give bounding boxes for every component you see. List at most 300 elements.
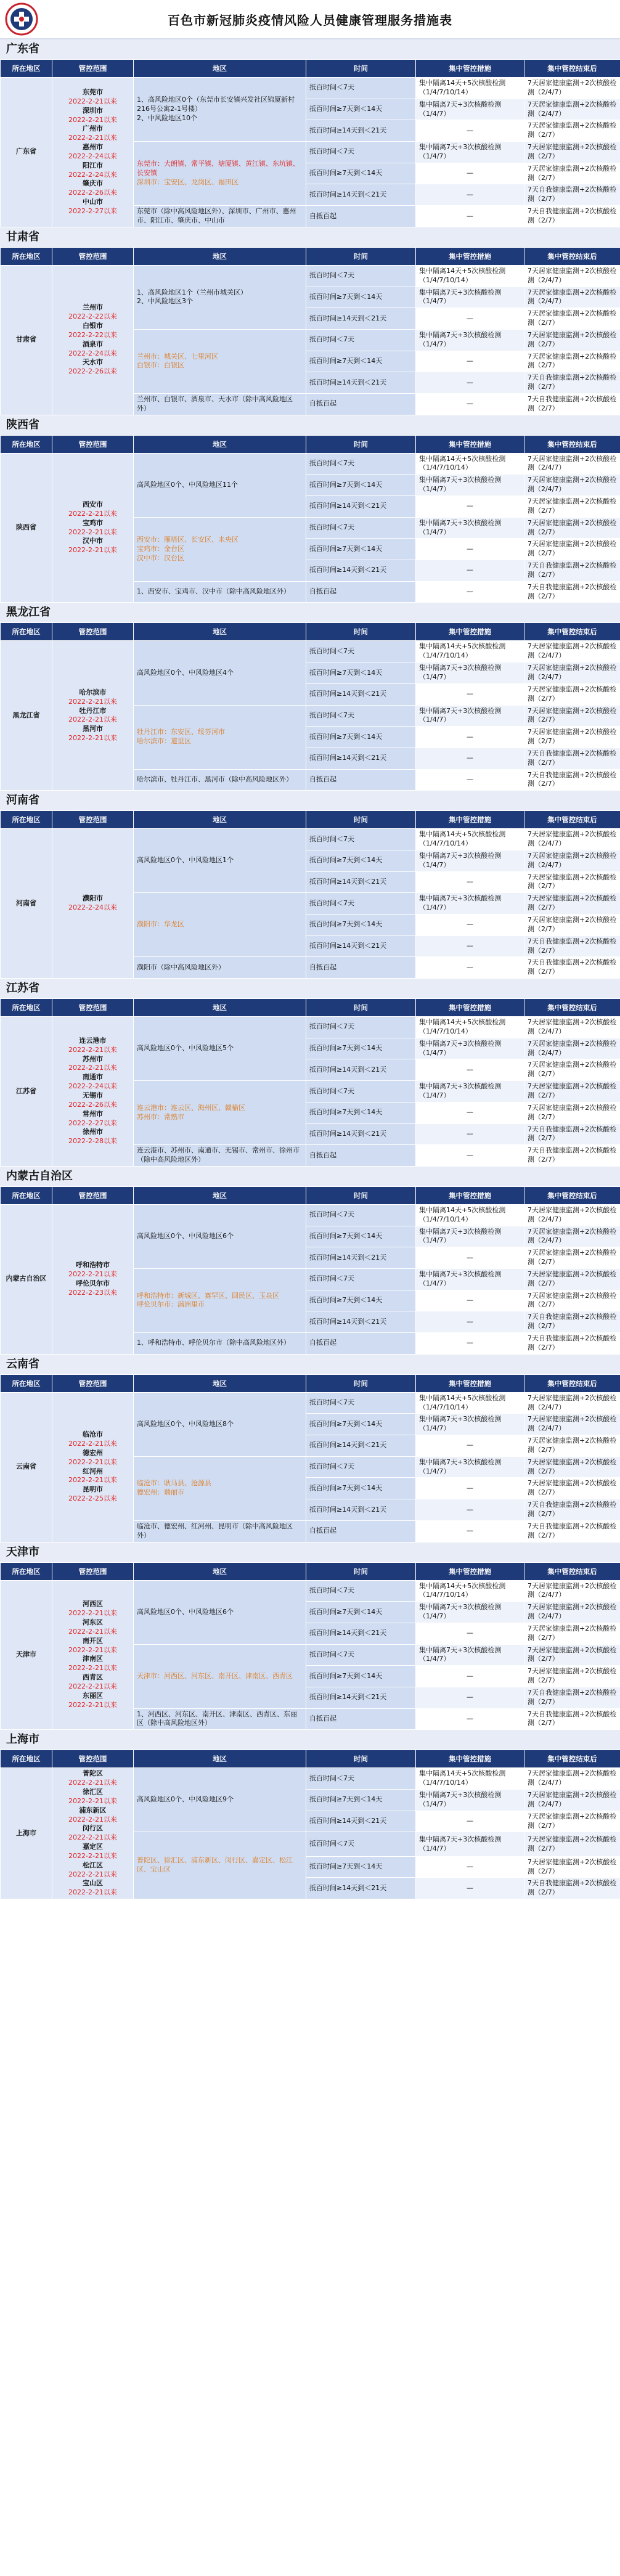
column-header: 管控范围 (52, 435, 134, 453)
quarantine-measure-cell: — (416, 1059, 524, 1081)
region-cell (134, 393, 306, 415)
arrival-time-cell: 自抵百起 (306, 1333, 416, 1355)
quarantine-measure-cell: 集中隔离7天+3次核酸检测（1/4/7） (416, 1268, 524, 1290)
quarantine-measure-cell: — (416, 308, 524, 330)
scope-date: 2022-2-24以来 (68, 903, 117, 912)
arrival-time-cell: 抵百时间＜7天 (306, 1456, 416, 1478)
post-quarantine-cell: 7天自我健康监测+2次核酸检测（2/7） (524, 1311, 620, 1333)
column-header: 管控范围 (52, 999, 134, 1017)
region-line: 牡丹江市：东安区、绥芬河市 (137, 728, 225, 736)
arrival-time-cell: 抵百时间＜7天 (306, 265, 416, 287)
quarantine-measure-cell: — (416, 1811, 524, 1832)
column-header: 管控范围 (52, 247, 134, 265)
column-header: 地区 (134, 811, 306, 829)
region-cell (134, 1708, 306, 1730)
scope-city: 常州市 (83, 1109, 103, 1118)
scope-city: 东莞市 (83, 88, 103, 96)
arrival-time-cell: 抵百时间≥7天到＜14天 (306, 662, 416, 684)
arrival-time-cell: 抵百时间≥14天到＜21天 (306, 1623, 416, 1644)
quarantine-measure-cell: 集中隔离14天+5次核酸检测（1/4/7/10/14） (416, 453, 524, 475)
arrival-time-cell: 抵百时间≥14天到＜21天 (306, 1811, 416, 1832)
province-title: 上海市 (0, 1730, 620, 1750)
quarantine-measure-cell: — (416, 1499, 524, 1521)
arrival-time-cell: 抵百时间＜7天 (306, 453, 416, 475)
quarantine-measure-cell: 集中隔离14天+5次核酸检测（1/4/7/10/14） (416, 1017, 524, 1038)
column-header: 集中管控措施 (416, 1374, 524, 1392)
scope-city: 天水市 (83, 358, 103, 367)
column-header: 集中管控结束后 (524, 1562, 620, 1580)
scope-date: 2022-2-26以来 (68, 1100, 117, 1109)
scope-city: 西安市 (83, 500, 103, 508)
scope-date: 2022-2-27以来 (68, 1119, 117, 1127)
arrival-time-cell: 抵百时间≥7天到＜14天 (306, 915, 416, 936)
region-line: 西安市：雁塔区、长安区、未央区 (137, 535, 239, 544)
scope-city: 哈尔滨市 (79, 688, 107, 696)
area-cell: 云南省 (1, 1392, 52, 1542)
province-title: 黑龙江省 (0, 603, 620, 622)
quarantine-measure-cell: — (416, 683, 524, 705)
post-quarantine-cell: 7天自我健康监测+2次核酸检测（2/7） (524, 769, 620, 791)
region-cell (134, 957, 306, 979)
scope-date: 2022-2-25以来 (68, 1494, 117, 1503)
arrival-time-cell: 抵百时间≥14天到＜21天 (306, 1878, 416, 1899)
province-title: 陕西省 (0, 415, 620, 435)
province-title: 广东省 (0, 39, 620, 59)
scope-city: 白银市 (83, 322, 103, 330)
scope-city: 嘉定区 (83, 1843, 103, 1851)
column-header: 集中管控措施 (416, 247, 524, 265)
arrival-time-cell: 抵百时间≥14天到＜21天 (306, 1123, 416, 1145)
column-header: 时间 (306, 60, 416, 78)
quarantine-measure-cell: — (416, 1878, 524, 1899)
column-header: 地区 (134, 1374, 306, 1392)
quarantine-measure-cell: 集中隔离7天+3次核酸检测（1/4/7） (416, 1038, 524, 1059)
scope-city: 松江区 (83, 1861, 103, 1869)
post-quarantine-cell: 7天居家健康监测+2次核酸检测（2/7） (524, 1832, 620, 1856)
region-cell (134, 206, 306, 227)
post-quarantine-cell: 7天自我健康监测+2次核酸检测（2/7） (524, 1333, 620, 1355)
table-row (1, 829, 620, 850)
post-quarantine-cell: 7天居家健康监测+2次核酸检测（2/4/7） (524, 829, 620, 850)
column-header: 管控范围 (52, 60, 134, 78)
arrival-time-cell: 自抵百起 (306, 393, 416, 415)
scope-date: 2022-2-21以来 (68, 715, 117, 724)
scope-city: 河东区 (83, 1618, 103, 1627)
scope-date: 2022-2-21以来 (68, 1815, 117, 1824)
region-line: 东莞市（除中高风险地区外）、深圳市、广州市、惠州市、阳江市、肇庆市、中山市 (137, 207, 296, 224)
region-cell (134, 1017, 306, 1081)
scope-city: 无锡市 (83, 1091, 103, 1099)
sections-container (0, 39, 620, 1899)
scope-date: 2022-2-21以来 (68, 1476, 117, 1485)
arrival-time-cell: 抵百时间≥14天到＜21天 (306, 1687, 416, 1708)
quarantine-measure-cell: — (416, 120, 524, 142)
scope-city: 临沧市 (83, 1430, 103, 1439)
scope-city: 肇庆市 (83, 179, 103, 188)
post-quarantine-cell: 7天居家健康监测+2次核酸检测（2/7） (524, 893, 620, 915)
region-line: 连云港市、苏州市、南通市、无锡市、常州市、徐州市（除中高风险地区外） (137, 1146, 300, 1164)
column-header: 地区 (134, 435, 306, 453)
province-title: 天津市 (0, 1543, 620, 1562)
table-header-row (1, 1750, 620, 1768)
post-quarantine-cell: 7天居家健康监测+2次核酸检测（2/4/7） (524, 265, 620, 287)
arrival-time-cell: 抵百时间≥7天到＜14天 (306, 351, 416, 372)
scope-date: 2022-2-21以来 (68, 1664, 117, 1673)
post-quarantine-cell: 7天居家健康监测+2次核酸检测（2/4/7） (524, 1017, 620, 1038)
column-header: 时间 (306, 999, 416, 1017)
post-quarantine-cell: 7天自我健康监测+2次核酸检测（2/7） (524, 1878, 620, 1899)
region-line: 深圳市：宝安区、龙岗区、福田区 (137, 178, 239, 187)
scope-date: 2022-2-21以来 (68, 1270, 117, 1278)
province-table (0, 247, 620, 415)
quarantine-measure-cell: 集中隔离7天+3次核酸检测（1/4/7） (416, 142, 524, 163)
post-quarantine-cell: 7天自我健康监测+2次核酸检测（2/7） (524, 957, 620, 979)
column-header: 时间 (306, 623, 416, 641)
post-quarantine-cell: 7天自我健康监测+2次核酸检测（2/7） (524, 1123, 620, 1145)
column-header: 管控范围 (52, 1750, 134, 1768)
scope-city: 酒泉市 (83, 340, 103, 348)
column-header: 地区 (134, 999, 306, 1017)
post-quarantine-cell: 7天自我健康监测+2次核酸检测（2/7） (524, 935, 620, 957)
column-header: 集中管控结束后 (524, 435, 620, 453)
post-quarantine-cell: 7天居家健康监测+2次核酸检测（2/7） (524, 683, 620, 705)
quarantine-measure-cell: — (416, 496, 524, 518)
column-header: 地区 (134, 247, 306, 265)
region-line: 1、河西区、河东区、南开区、津南区、西青区、东丽区（除中高风险地区外） (137, 1710, 297, 1727)
post-quarantine-cell: 7天居家健康监测+2次核酸检测（2/4/7） (524, 1392, 620, 1414)
province-title: 江苏省 (0, 979, 620, 998)
quarantine-measure-cell: — (416, 1333, 524, 1355)
post-quarantine-cell: 7天居家健康监测+2次核酸检测（2/7） (524, 539, 620, 560)
region-line: 1、高风险地区1个（兰州市城关区） (137, 288, 247, 296)
arrival-time-cell: 抵百时间≥7天到＜14天 (306, 163, 416, 184)
scope-city: 西青区 (83, 1673, 103, 1682)
arrival-time-cell: 抵百时间≥7天到＜14天 (306, 287, 416, 308)
arrival-time-cell: 抵百时间≥14天到＜21天 (306, 871, 416, 893)
post-quarantine-cell: 7天居家健康监测+2次核酸检测（2/7） (524, 1081, 620, 1103)
arrival-time-cell: 抵百时间≥7天到＜14天 (306, 1226, 416, 1247)
column-header: 地区 (134, 60, 306, 78)
health-emblem-icon (5, 2, 38, 36)
scope-date: 2022-2-21以来 (68, 1851, 117, 1860)
scope-date: 2022-2-26以来 (68, 189, 117, 197)
area-cell: 江苏省 (1, 1017, 52, 1167)
column-header: 集中管控措施 (416, 811, 524, 829)
post-quarantine-cell: 7天自我健康监测+2次核酸检测（2/7） (524, 1145, 620, 1167)
post-quarantine-cell: 7天居家健康监测+2次核酸检测（2/7） (524, 1102, 620, 1123)
column-header: 所在地区 (1, 1374, 52, 1392)
region-line: 临沧市：耿马县、沧源县 (137, 1479, 211, 1488)
column-header: 集中管控措施 (416, 1186, 524, 1204)
quarantine-measure-cell: — (416, 1478, 524, 1499)
column-header: 集中管控结束后 (524, 247, 620, 265)
region-cell (134, 1456, 306, 1520)
arrival-time-cell: 抵百时间≥7天到＜14天 (306, 539, 416, 560)
province-section (0, 1730, 620, 1899)
table-header-row (1, 811, 620, 829)
column-header: 管控范围 (52, 811, 134, 829)
province-title: 河南省 (0, 791, 620, 810)
arrival-time-cell: 自抵百起 (306, 769, 416, 791)
post-quarantine-cell: 7天居家健康监测+2次核酸检测（2/4/7） (524, 78, 620, 99)
column-header: 所在地区 (1, 623, 52, 641)
scope-city: 中山市 (83, 198, 103, 206)
column-header: 集中管控措施 (416, 60, 524, 78)
post-quarantine-cell: 7天居家健康监测+2次核酸检测（2/7） (524, 915, 620, 936)
arrival-time-cell: 自抵百起 (306, 1145, 416, 1167)
area-cell: 黑龙江省 (1, 641, 52, 791)
arrival-time-cell: 抵百时间＜7天 (306, 1644, 416, 1666)
column-header: 地区 (134, 623, 306, 641)
arrival-time-cell: 自抵百起 (306, 1708, 416, 1730)
post-quarantine-cell: 7天居家健康监测+2次核酸检测（2/7） (524, 1290, 620, 1311)
scope-cell (52, 1580, 134, 1730)
column-header: 管控范围 (52, 1562, 134, 1580)
column-header: 管控范围 (52, 623, 134, 641)
arrival-time-cell: 抵百时间≥7天到＜14天 (306, 1102, 416, 1123)
quarantine-measure-cell: 集中隔离7天+3次核酸检测（1/4/7） (416, 662, 524, 684)
table-row (1, 641, 620, 662)
scope-cell (52, 1204, 134, 1354)
quarantine-measure-cell: 集中隔离14天+5次核酸检测（1/4/7/10/14） (416, 1580, 524, 1602)
quarantine-measure-cell: 集中隔离7天+3次核酸检测（1/4/7） (416, 1226, 524, 1247)
post-quarantine-cell: 7天居家健康监测+2次核酸检测（2/4/7） (524, 850, 620, 871)
region-cell (134, 1644, 306, 1708)
quarantine-measure-cell: — (416, 1145, 524, 1167)
quarantine-measure-cell: — (416, 915, 524, 936)
post-quarantine-cell: 7天居家健康监测+2次核酸检测（2/4/7） (524, 99, 620, 120)
scope-date: 2022-2-21以来 (68, 509, 117, 518)
arrival-time-cell: 抵百时间＜7天 (306, 1204, 416, 1226)
arrival-time-cell: 抵百时间≥14天到＜21天 (306, 935, 416, 957)
table-row (1, 78, 620, 99)
column-header: 集中管控结束后 (524, 1186, 620, 1204)
page-title: 百色市新冠肺炎疫情风险人员健康管理服务措施表 (168, 12, 452, 28)
post-quarantine-cell: 7天居家健康监测+2次核酸检测（2/4/7） (524, 641, 620, 662)
region-cell (134, 1768, 306, 1832)
province-table (0, 810, 620, 979)
table-header-row (1, 1186, 620, 1204)
region-line: 高风险地区0个、中风险地区6个 (137, 1607, 234, 1616)
post-quarantine-cell: 7天居家健康监测+2次核酸检测（2/7） (524, 1435, 620, 1457)
arrival-time-cell: 抵百时间≥14天到＜21天 (306, 683, 416, 705)
province-title: 内蒙古自治区 (0, 1167, 620, 1186)
column-header: 时间 (306, 247, 416, 265)
region-cell (134, 641, 306, 705)
quarantine-measure-cell: 集中隔离7天+3次核酸检测（1/4/7） (416, 1790, 524, 1811)
scope-date: 2022-2-21以来 (68, 1682, 117, 1690)
post-quarantine-cell: 7天居家健康监测+2次核酸检测（2/4/7） (524, 1038, 620, 1059)
post-quarantine-cell: 7天自我健康监测+2次核酸检测（2/7） (524, 184, 620, 206)
column-header: 管控范围 (52, 1186, 134, 1204)
area-cell: 陕西省 (1, 453, 52, 603)
region-line: 苏州市：常熟市 (137, 1112, 184, 1121)
post-quarantine-cell: 7天居家健康监测+2次核酸检测（2/4/7） (524, 1226, 620, 1247)
region-line: 连云港市：连云区、海州区、赣榆区 (137, 1103, 245, 1112)
quarantine-measure-cell: 集中隔离14天+5次核酸检测（1/4/7/10/14） (416, 1204, 524, 1226)
post-quarantine-cell: 7天居家健康监测+2次核酸检测（2/7） (524, 1644, 620, 1666)
region-line: 2、中风险地区10个 (137, 113, 197, 122)
scope-city: 牡丹江市 (79, 706, 107, 715)
scope-date: 2022-2-21以来 (68, 1700, 117, 1709)
column-header: 地区 (134, 1562, 306, 1580)
quarantine-measure-cell: 集中隔离14天+5次核酸检测（1/4/7/10/14） (416, 829, 524, 850)
province-section (0, 1355, 620, 1543)
scope-date: 2022-2-24以来 (68, 349, 117, 357)
quarantine-measure-cell: — (416, 748, 524, 769)
region-cell (134, 329, 306, 393)
quarantine-measure-cell: — (416, 539, 524, 560)
quarantine-measure-cell: — (416, 957, 524, 979)
arrival-time-cell: 抵百时间≥14天到＜21天 (306, 1311, 416, 1333)
post-quarantine-cell: 7天居家健康监测+2次核酸检测（2/4/7） (524, 1414, 620, 1435)
quarantine-measure-cell: — (416, 1666, 524, 1687)
column-header: 所在地区 (1, 1186, 52, 1204)
scope-date: 2022-2-21以来 (68, 1796, 117, 1805)
region-cell (134, 1145, 306, 1167)
column-header: 时间 (306, 435, 416, 453)
quarantine-measure-cell: 集中隔离7天+3次核酸检测（1/4/7） (416, 287, 524, 308)
region-line: 兰州市、白银市、酒泉市、天水市（除中高风险地区外） (137, 394, 293, 412)
region-line: 高风险地区0个、中风险地区8个 (137, 1419, 234, 1428)
scope-date: 2022-2-24以来 (68, 170, 117, 179)
arrival-time-cell: 抵百时间≥7天到＜14天 (306, 99, 416, 120)
column-header: 集中管控结束后 (524, 999, 620, 1017)
province-section (0, 415, 620, 603)
scope-date: 2022-2-21以来 (68, 1645, 117, 1654)
post-quarantine-cell: 7天居家健康监测+2次核酸检测（2/7） (524, 1268, 620, 1290)
quarantine-measure-cell: — (416, 1520, 524, 1542)
scope-city: 津南区 (83, 1655, 103, 1663)
scope-date: 2022-2-21以来 (68, 1064, 117, 1072)
quarantine-measure-cell: 集中隔离7天+3次核酸检测（1/4/7） (416, 850, 524, 871)
column-header: 集中管控措施 (416, 623, 524, 641)
province-table (0, 1750, 620, 1899)
post-quarantine-cell: 7天居家健康监测+2次核酸检测（2/7） (524, 727, 620, 748)
quarantine-measure-cell: — (416, 581, 524, 603)
column-header: 集中管控措施 (416, 1562, 524, 1580)
quarantine-measure-cell: — (416, 1247, 524, 1269)
post-quarantine-cell: 7天居家健康监测+2次核酸检测（2/4/7） (524, 453, 620, 475)
region-line: 呼伦贝尔市：满洲里市 (137, 1300, 205, 1309)
region-cell (134, 581, 306, 603)
quarantine-measure-cell: 集中隔离14天+5次核酸检测（1/4/7/10/14） (416, 1392, 524, 1414)
quarantine-measure-cell: 集中隔离7天+3次核酸检测（1/4/7） (416, 517, 524, 539)
scope-cell (52, 265, 134, 415)
province-section (0, 39, 620, 227)
quarantine-measure-cell: — (416, 1102, 524, 1123)
quarantine-measure-cell: — (416, 1623, 524, 1644)
post-quarantine-cell: 7天居家健康监测+2次核酸检测（2/4/7） (524, 1768, 620, 1790)
quarantine-measure-cell: — (416, 372, 524, 394)
quarantine-measure-cell: 集中隔离7天+3次核酸检测（1/4/7） (416, 99, 524, 120)
scope-city: 宝鸡市 (83, 518, 103, 527)
region-line: 哈尔滨市：道里区 (137, 737, 191, 746)
column-header: 所在地区 (1, 60, 52, 78)
region-line: 宝鸡市：金台区 (137, 544, 184, 553)
scope-city: 红河州 (83, 1467, 103, 1475)
scope-date: 2022-2-22以来 (68, 330, 117, 339)
quarantine-measure-cell: — (416, 1435, 524, 1457)
region-line: 濮阳市（除中高风险地区外） (137, 963, 225, 971)
table-header-row (1, 60, 620, 78)
scope-date: 2022-2-21以来 (68, 1609, 117, 1618)
post-quarantine-cell: 7天居家健康监测+2次核酸检测（2/7） (524, 308, 620, 330)
scope-city: 濮阳市 (83, 894, 103, 903)
arrival-time-cell: 抵百时间＜7天 (306, 705, 416, 727)
arrival-time-cell: 抵百时间＜7天 (306, 641, 416, 662)
column-header: 集中管控结束后 (524, 60, 620, 78)
quarantine-measure-cell: 集中隔离14天+5次核酸检测（1/4/7/10/14） (416, 641, 524, 662)
region-cell (134, 893, 306, 957)
arrival-time-cell: 抵百时间≥14天到＜21天 (306, 496, 416, 518)
column-header: 所在地区 (1, 435, 52, 453)
scope-city: 昆明市 (83, 1485, 103, 1494)
scope-date: 2022-2-21以来 (68, 1440, 117, 1448)
province-table (0, 1562, 620, 1730)
scope-date: 2022-2-21以来 (68, 1045, 117, 1054)
scope-cell (52, 1768, 134, 1899)
region-cell (134, 1204, 306, 1268)
arrival-time-cell: 自抵百起 (306, 581, 416, 603)
column-header: 集中管控结束后 (524, 1750, 620, 1768)
scope-date: 2022-2-21以来 (68, 97, 117, 105)
scope-date: 2022-2-21以来 (68, 1833, 117, 1842)
arrival-time-cell: 自抵百起 (306, 1520, 416, 1542)
region-line: 1、高风险地区0个（东莞市长安镇兴发社区锦厦新村216号公寓2-1号楼） (137, 96, 295, 113)
arrival-time-cell: 抵百时间≥7天到＜14天 (306, 1856, 416, 1878)
scope-city: 深圳市 (83, 106, 103, 115)
column-header: 时间 (306, 811, 416, 829)
scope-date: 2022-2-24以来 (68, 1082, 117, 1091)
region-cell (134, 705, 306, 769)
scope-cell (52, 829, 134, 979)
quarantine-measure-cell: — (416, 1856, 524, 1878)
arrival-time-cell: 抵百时间≥7天到＜14天 (306, 850, 416, 871)
scope-cell (52, 1392, 134, 1542)
table-header-row (1, 623, 620, 641)
quarantine-measure-cell: — (416, 871, 524, 893)
post-quarantine-cell: 7天居家健康监测+2次核酸检测（2/7） (524, 496, 620, 518)
scope-date: 2022-2-21以来 (68, 697, 117, 706)
province-table (0, 1374, 620, 1543)
arrival-time-cell: 抵百时间＜7天 (306, 1017, 416, 1038)
post-quarantine-cell: 7天居家健康监测+2次核酸检测（2/7） (524, 517, 620, 539)
quarantine-measure-cell: — (416, 560, 524, 582)
post-quarantine-cell: 7天居家健康监测+2次核酸检测（2/7） (524, 1478, 620, 1499)
scope-date: 2022-2-21以来 (68, 1870, 117, 1878)
scope-city: 徐州市 (83, 1128, 103, 1136)
region-line: 高风险地区0个、中风险地区9个 (137, 1795, 234, 1804)
arrival-time-cell: 抵百时间≥14天到＜21天 (306, 1435, 416, 1457)
arrival-time-cell: 抵百时间≥7天到＜14天 (306, 1414, 416, 1435)
quarantine-measure-cell: 集中隔离7天+3次核酸检测（1/4/7） (416, 475, 524, 496)
arrival-time-cell: 抵百时间≥14天到＜21天 (306, 1059, 416, 1081)
scope-city: 南开区 (83, 1636, 103, 1645)
province-section (0, 791, 620, 979)
region-line: 1、西安市、宝鸡市、汉中市（除中高风险地区外） (137, 587, 290, 596)
arrival-time-cell: 抵百时间≥14天到＜21天 (306, 748, 416, 769)
arrival-time-cell: 抵百时间≥7天到＜14天 (306, 727, 416, 748)
column-header: 所在地区 (1, 811, 52, 829)
scope-date: 2022-2-21以来 (68, 1457, 117, 1466)
table-row (1, 1017, 620, 1038)
scope-date: 2022-2-21以来 (68, 528, 117, 536)
scope-city: 苏州市 (83, 1054, 103, 1063)
scope-city: 汉中市 (83, 537, 103, 545)
arrival-time-cell: 抵百时间＜7天 (306, 1392, 416, 1414)
province-table (0, 1186, 620, 1355)
